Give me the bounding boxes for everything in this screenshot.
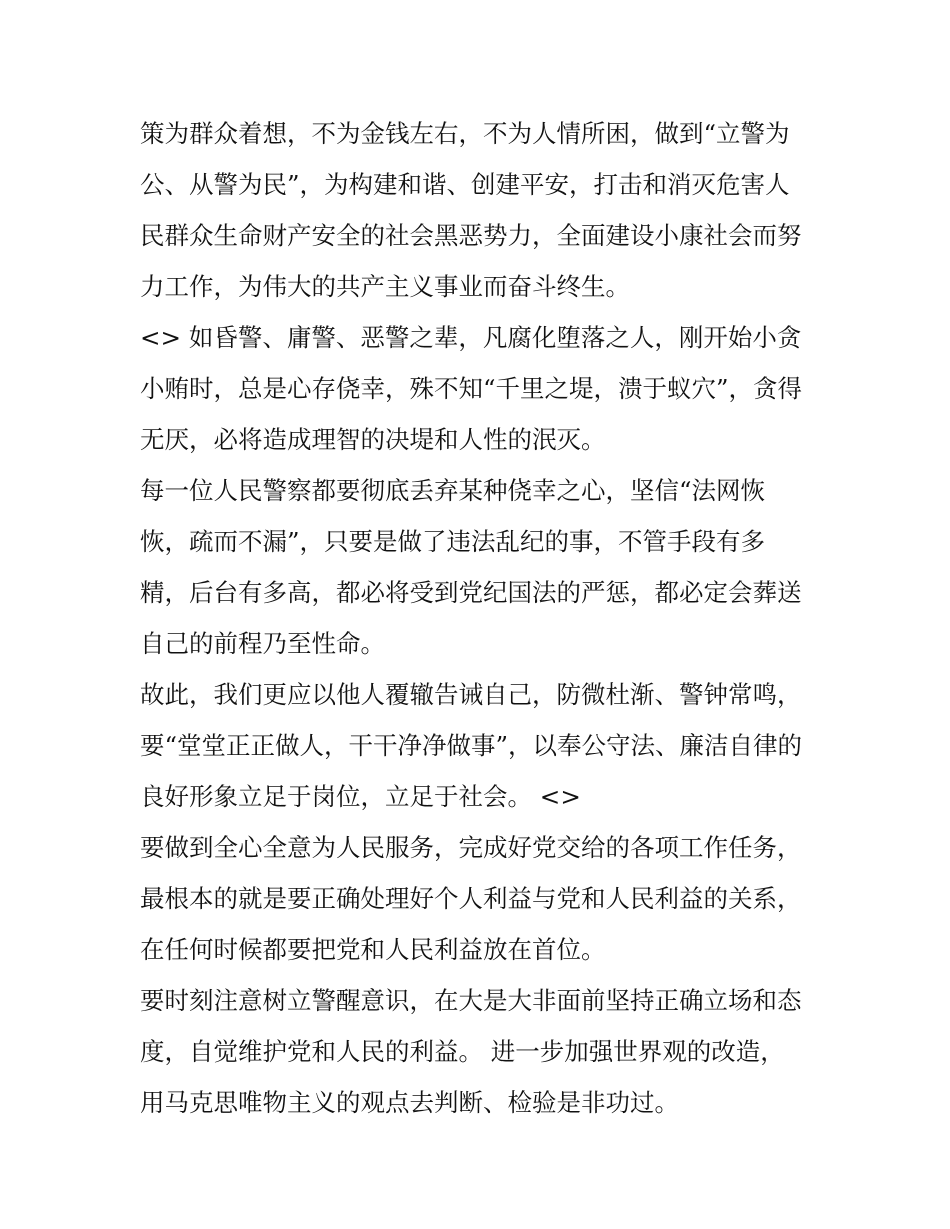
- text-line-6: 小贿时，总是心存侥幸，殊不知“千里之堤，溃于蚁穴”，贪得: [140, 374, 803, 403]
- text-line-2: 公、从警为民”，为构建和谐、创建平安，打击和消灭危害人: [140, 170, 790, 199]
- text-line-16: 最根本的就是要正确处理好个人利益与党和人民利益的关系，: [140, 884, 802, 913]
- text-line-17: 在任何时候都要把党和人民利益放在首位。: [140, 935, 606, 964]
- text-line-10: 精，后台有多高，都必将受到党纪国法的严惩，都必定会葬送: [140, 578, 802, 607]
- text-line-14: 良好形象立足于岗位，立足于社会。 <>: [140, 782, 581, 811]
- text-line-8: 每一位人民警察都要彻底丢弃某种侥幸之心，坚信“法网恢: [140, 476, 766, 505]
- text-line-11: 自己的前程乃至性命。: [140, 629, 385, 658]
- text-line-15: 要做到全心全意为人民服务，完成好党交给的各项工作任务，: [140, 833, 802, 862]
- text-line-5: <> 如昏警、庸警、恶警之辈，凡腐化堕落之人，刚开始小贪: [140, 323, 802, 352]
- text-line-9: 恢，疏而不漏”，只要是做了违法乱纪的事，不管手段有多: [140, 527, 766, 556]
- text-line-1: 策为群众着想，不为金钱左右，不为人情所困，做到“立警为: [140, 119, 790, 148]
- text-line-19: 度，自觉维护党和人民的利益。 进一步加强世界观的改造，: [140, 1037, 785, 1066]
- text-line-13: 要“堂堂正正做人，干干净净做事”，以奉公守法、廉洁自律的: [140, 731, 803, 760]
- text-line-12: 故此，我们更应以他人覆辙告诫自己，防微杜渐、警钟常鸣，: [140, 680, 802, 709]
- text-line-4: 力工作，为伟大的共产主义事业而奋斗终生。: [140, 272, 630, 301]
- text-line-7: 无厌，必将造成理智的决堤和人性的泯灭。: [140, 425, 606, 454]
- text-line-18: 要时刻注意树立警醒意识，在大是大非面前坚持正确立场和态: [140, 986, 802, 1015]
- text-line-20: 用马克思唯物主义的观点去判断、检验是非功过。: [140, 1088, 679, 1117]
- body-text: [140, 108, 820, 1128]
- text-line-3: 民群众生命财产安全的社会黑恶势力，全面建设小康社会而努: [140, 221, 802, 250]
